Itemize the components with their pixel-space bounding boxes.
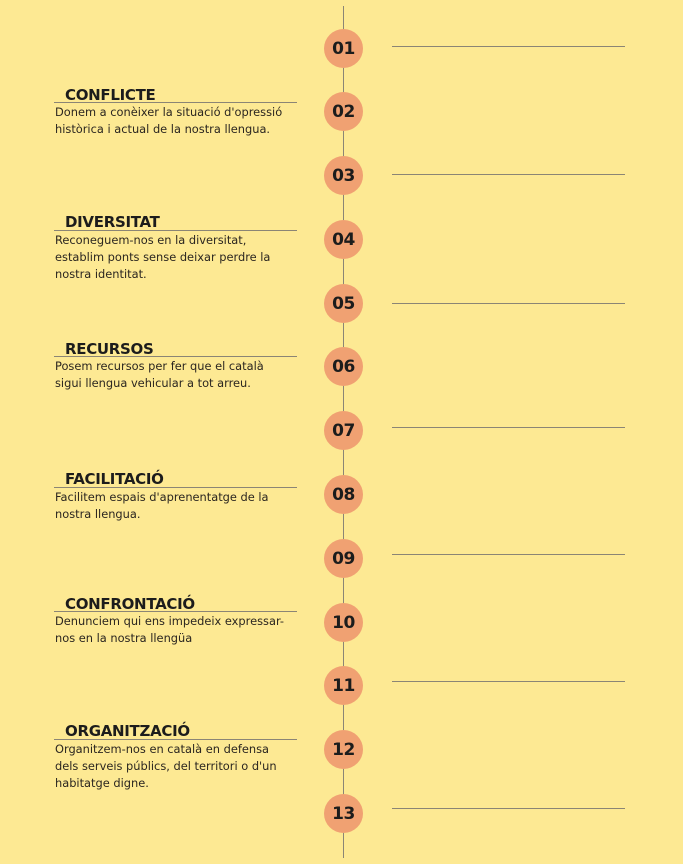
item-rule <box>392 303 625 304</box>
item-rule <box>392 427 625 428</box>
item-rule <box>392 808 625 809</box>
item-description: Reconeguem-nos en la diversitat, establim ponts sense deixar perdre la nostra identitat. <box>55 233 271 281</box>
item-title: FACILITACIÓ <box>65 470 164 488</box>
item-rule <box>392 554 625 555</box>
step-number-10: 10 <box>324 603 363 642</box>
item-description: Donem a conèixer la situació d'opressió històrica i actual de la nostra llengua. <box>55 105 283 136</box>
item-description: Organitzem-nos en català en defensa dels serveis públics, del territori o d'un habitatge digne. <box>55 742 277 790</box>
item-description: Posem recursos per fer que el català sigui llengua vehicular a tot arreu. <box>55 359 264 390</box>
step-number-04: 04 <box>324 220 363 259</box>
step-number-11: 11 <box>324 666 363 705</box>
item-title: CONFRONTACIÓ <box>65 595 195 613</box>
step-number-08: 08 <box>324 475 363 514</box>
item-rule <box>392 46 625 47</box>
step-number-06: 06 <box>324 347 363 386</box>
item-title: CONFLICTE <box>65 86 156 104</box>
item-rule <box>392 174 625 175</box>
step-number-05: 05 <box>324 284 363 323</box>
item-title: RECURSOS <box>65 340 154 358</box>
step-number-09: 09 <box>324 539 363 578</box>
item-title: ORGANITZACIÓ <box>65 722 190 740</box>
item-title: DIVERSITAT <box>65 213 160 231</box>
item-description: Facilitem espais d'aprenentatge de la nostra llengua. <box>55 490 269 521</box>
step-number-02: 02 <box>324 92 363 131</box>
step-number-03: 03 <box>324 156 363 195</box>
step-number-12: 12 <box>324 730 363 769</box>
item-description: Denunciem qui ens impedeix expressar-nos en la nostra llengüa <box>55 614 285 645</box>
item-rule <box>392 681 625 682</box>
step-number-13: 13 <box>324 794 363 833</box>
step-number-07: 07 <box>324 411 363 450</box>
step-number-01: 01 <box>324 29 363 68</box>
